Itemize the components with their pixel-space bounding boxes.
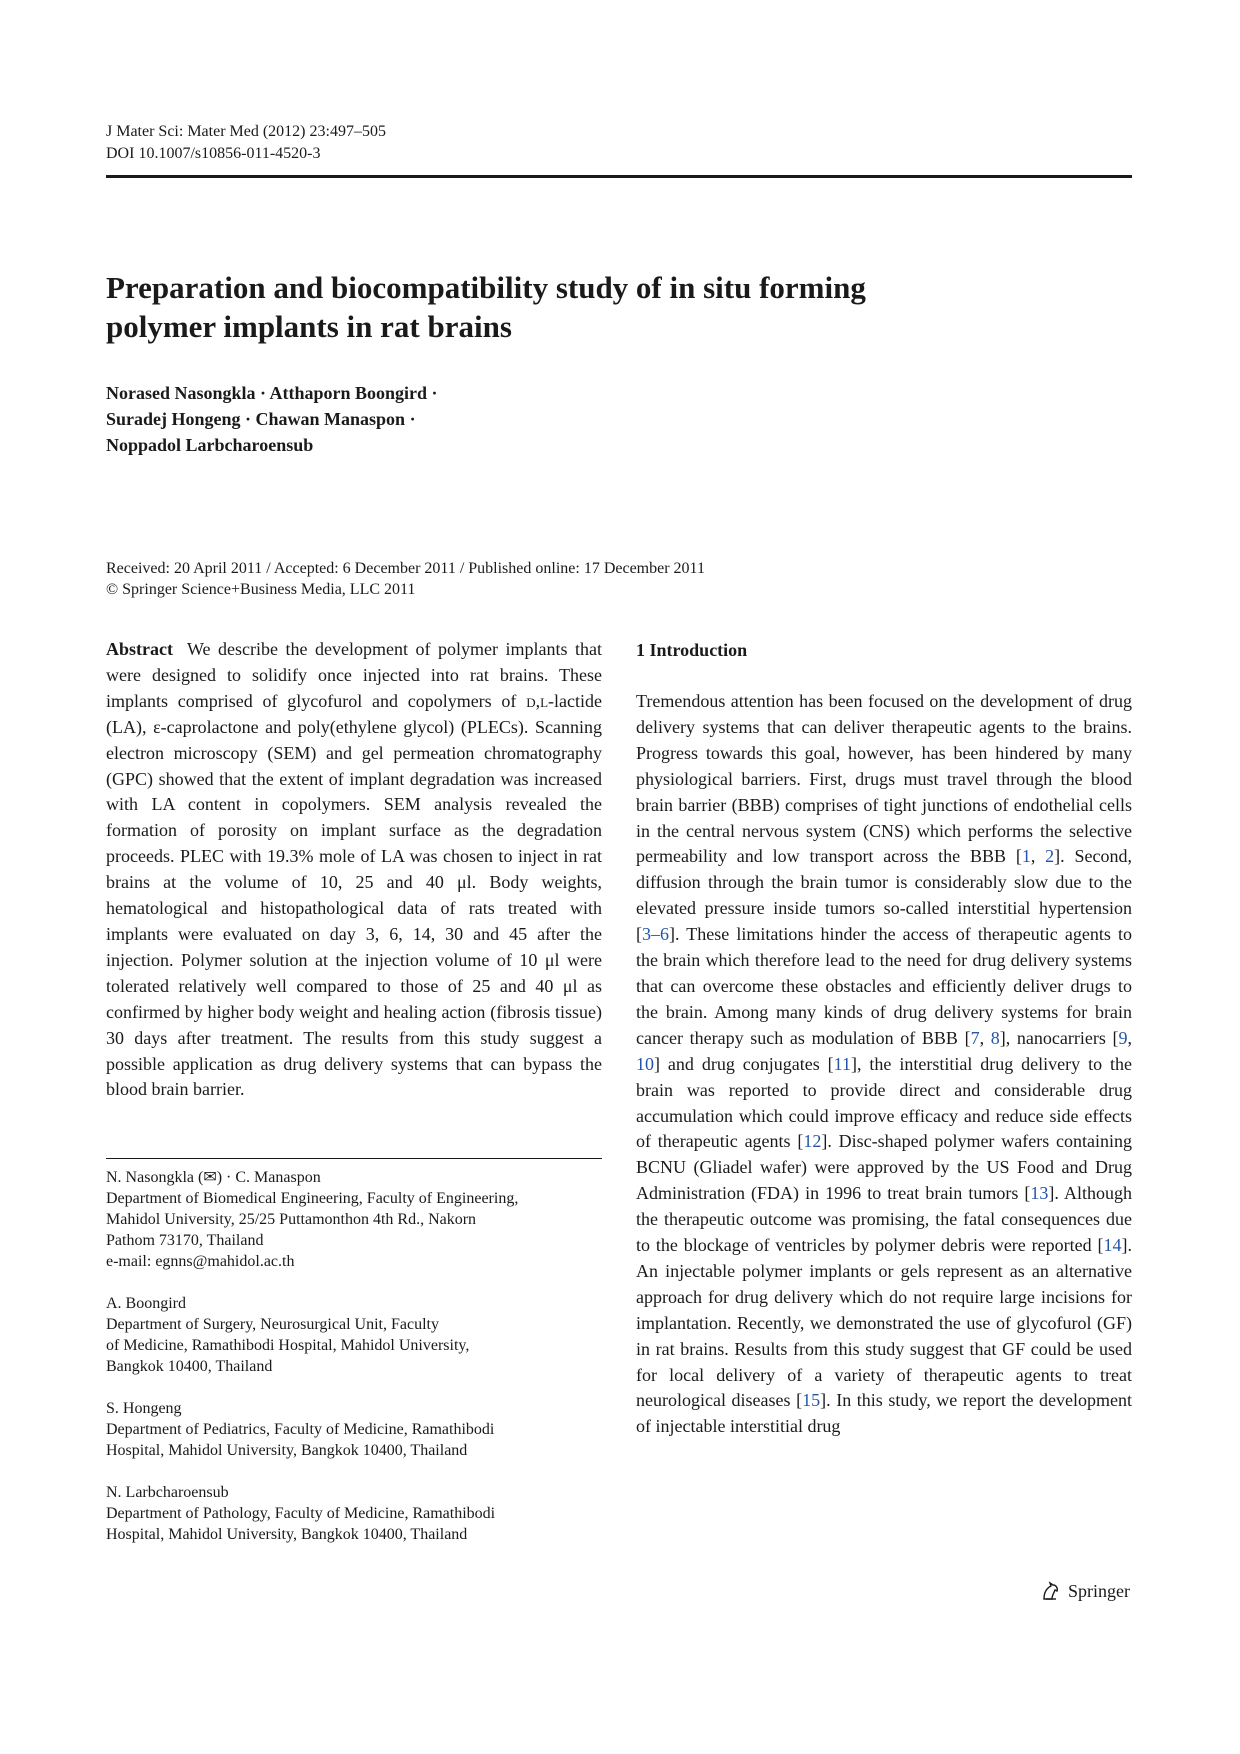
affiliation-author: N. Nasongkla (✉) · C. Manaspon <box>106 1169 321 1186</box>
springer-horse-icon <box>1040 1580 1062 1602</box>
citation-link[interactable]: 1 <box>1021 846 1031 867</box>
affiliation-line: Department of Pediatrics, Faculty of Medicine, Ramathibodi <box>106 1421 495 1438</box>
affiliation-line: Hospital, Mahidol University, Bangkok 10400, Thailand <box>106 1442 468 1459</box>
intro-text: Tremendous attention has been focused on the development of drug delivery systems that can deliver therapeutic agents to the brains. Progress towards this goal, however, has been hindered by many physiological barriers. First, drugs must travel through the blood brain barrier (BBB) comprises of tight junctions of endothelial cells in the central nervous system (CNS) which performs the selective permeability and low transport across the BBB [ <box>636 691 1132 867</box>
abstract-dl: d,l <box>526 690 549 711</box>
affiliation-block <box>106 1167 602 1272</box>
citation-link[interactable]: 10 <box>636 1053 654 1074</box>
intro-heading: 1 Introduction <box>636 640 748 660</box>
affiliation-line: Pathom 73170, Thailand <box>106 1232 264 1249</box>
intro-text: ]. Although the therapeutic outcome was promising, the fatal consequences due to the blockage of ventricles by polymer debris were reported [ <box>636 1183 1132 1256</box>
title-line-1: Preparation and biocompatibility study of in situ forming <box>106 270 866 305</box>
affiliation-rule <box>106 1158 602 1159</box>
affiliations <box>106 1167 602 1566</box>
paper-title <box>106 268 1006 346</box>
citation-link[interactable]: 7 <box>970 1027 980 1048</box>
citation-link[interactable]: 15 <box>802 1390 821 1411</box>
abstract-label: Abstract <box>106 639 173 659</box>
abstract <box>106 637 602 1103</box>
citation-link[interactable]: 9 <box>1118 1027 1128 1048</box>
citation-link[interactable]: 3–6 <box>642 924 669 945</box>
publisher-name: Springer <box>1068 1580 1130 1601</box>
doi: DOI 10.1007/s10856-011-4520-3 <box>106 145 321 162</box>
affiliation-block <box>106 1293 602 1377</box>
affiliation-block <box>106 1482 602 1545</box>
affiliation-author: S. Hongeng <box>106 1400 182 1417</box>
abstract-text-a: We describe the development of polymer implants that were designed to solidify once injected into rat brains. These implants comprised of glycofurol and copolymers of <box>106 639 602 711</box>
author-line-2: Suradej Hongeng · Chawan Manaspon · <box>106 409 416 429</box>
intro-text: ], nanocarriers [ <box>999 1027 1119 1048</box>
affiliation-line: e-mail: egnns@mahidol.ac.th <box>106 1253 295 1270</box>
intro-text: ] and drug conjugates [ <box>654 1053 834 1074</box>
affiliation-line: of Medicine, Ramathibodi Hospital, Mahidol University, <box>106 1337 470 1354</box>
citation-link[interactable]: 2 <box>1045 846 1055 867</box>
intro-text: ]. Disc-shaped polymer wafers containing BCNU (Gliadel wafer) were approved by the US Food and Drug Administration (FDA) in 1996 to treat brain tumors [ <box>636 1131 1132 1204</box>
affiliation-line: Department of Pathology, Faculty of Medicine, Ramathibodi <box>106 1505 496 1522</box>
intro-text: ]. An injectable polymer implants or gels represent as an alternative approach for drug delivery which do not require large incisions for implantation. Recently, we demonstrated the use of glycofurol (GF) in rat brains. Results from this study suggest that GF could be used for local delivery of a variety of therapeutic agents to treat neurological diseases [ <box>636 1235 1132 1411</box>
intro-text: ], the interstitial drug delivery to the brain was reported to provide direct and considerable drug accumulation which could improve efficacy and reduce side effects of therapeutic agents [ <box>636 1053 1132 1152</box>
publication-dates <box>106 558 705 600</box>
header-rule <box>106 175 1132 178</box>
intro-paragraph <box>636 689 1132 1440</box>
citation-link[interactable]: 13 <box>1030 1183 1049 1204</box>
left-column <box>106 637 602 1103</box>
affiliation-line: Mahidol University, 25/25 Puttamonthon 4th Rd., Nakorn <box>106 1211 477 1228</box>
abstract-text-b: -lactide (LA), ε-caprolactone and poly(ethylene glycol) (PLECs). Scanning electron microscopy (SEM) and gel permeation chromatography (GPC) showed that the extent of implant degradation was increased with LA content in copolymers. SEM analysis revealed the formation of porosity on implant surface as the degradation proceeds. PLEC with 19.3% mole of LA was chosen to inject in rat brains at the volume of 10, 25 and 40 μl. Body weights, hematological and histopathological data of rats treated with implants were evaluated on day 3, 6, 14, 30 and 45 after the injection. Polymer solution at the injection volume of 10 μl were tolerated relatively well compared to those of 25 and 40 μl as confirmed by higher body weight and healing action (fibrosis tissue) 30 days after treatment. The results from this study suggest a possible application as drug delivery systems that can bypass the blood brain barrier. <box>106 690 602 1100</box>
intro-text: , <box>1030 846 1046 867</box>
affiliation-author: N. Larbcharoensub <box>106 1484 229 1501</box>
citation-link[interactable]: 8 <box>990 1027 1000 1048</box>
author-line-1: Norased Nasongkla · Atthaporn Boongird · <box>106 383 438 403</box>
journal-header <box>106 121 386 165</box>
affiliation-author: A. Boongird <box>106 1295 186 1312</box>
citation-link[interactable]: 12 <box>803 1131 822 1152</box>
intro-text: , <box>1127 1027 1132 1048</box>
affiliation-block <box>106 1398 602 1461</box>
citation-link[interactable]: 11 <box>833 1053 851 1074</box>
affiliation-line: Department of Surgery, Neurosurgical Unit, Faculty <box>106 1316 439 1333</box>
journal-citation: J Mater Sci: Mater Med (2012) 23:497–505 <box>106 123 386 140</box>
intro-text: ]. Second, diffusion through the brain tumor is considerably slow due to the elevated pressure inside tumors so-called interstitial hypertension [ <box>636 846 1132 945</box>
affiliation-line: Bangkok 10400, Thailand <box>106 1358 273 1375</box>
affiliation-line: Department of Biomedical Engineering, Faculty of Engineering, <box>106 1190 519 1207</box>
intro-text: ]. These limitations hinder the access of therapeutic agents to the brain which therefore lead to the need for drug delivery systems that can overcome these obstacles and efficiently deliver drugs to the brain. Among many kinds of drug delivery systems for brain cancer therapy such as modulation of BBB [ <box>636 924 1132 1048</box>
citation-link[interactable]: 14 <box>1103 1235 1122 1256</box>
date-history: Received: 20 April 2011 / Accepted: 6 December 2011 / Published online: 17 December 2011 <box>106 560 705 577</box>
copyright: © Springer Science+Business Media, LLC 2011 <box>106 581 416 598</box>
author-line-3: Noppadol Larbcharoensub <box>106 435 314 455</box>
author-list <box>106 380 438 458</box>
publisher-logo <box>1040 1580 1130 1602</box>
affiliation-line: Hospital, Mahidol University, Bangkok 10400, Thailand <box>106 1526 468 1543</box>
intro-text: ]. In this study, we report the development of injectable interstitial drug <box>636 1390 1132 1437</box>
right-column <box>636 637 1132 1440</box>
title-line-2: polymer implants in rat brains <box>106 309 512 344</box>
intro-text: , <box>979 1027 991 1048</box>
